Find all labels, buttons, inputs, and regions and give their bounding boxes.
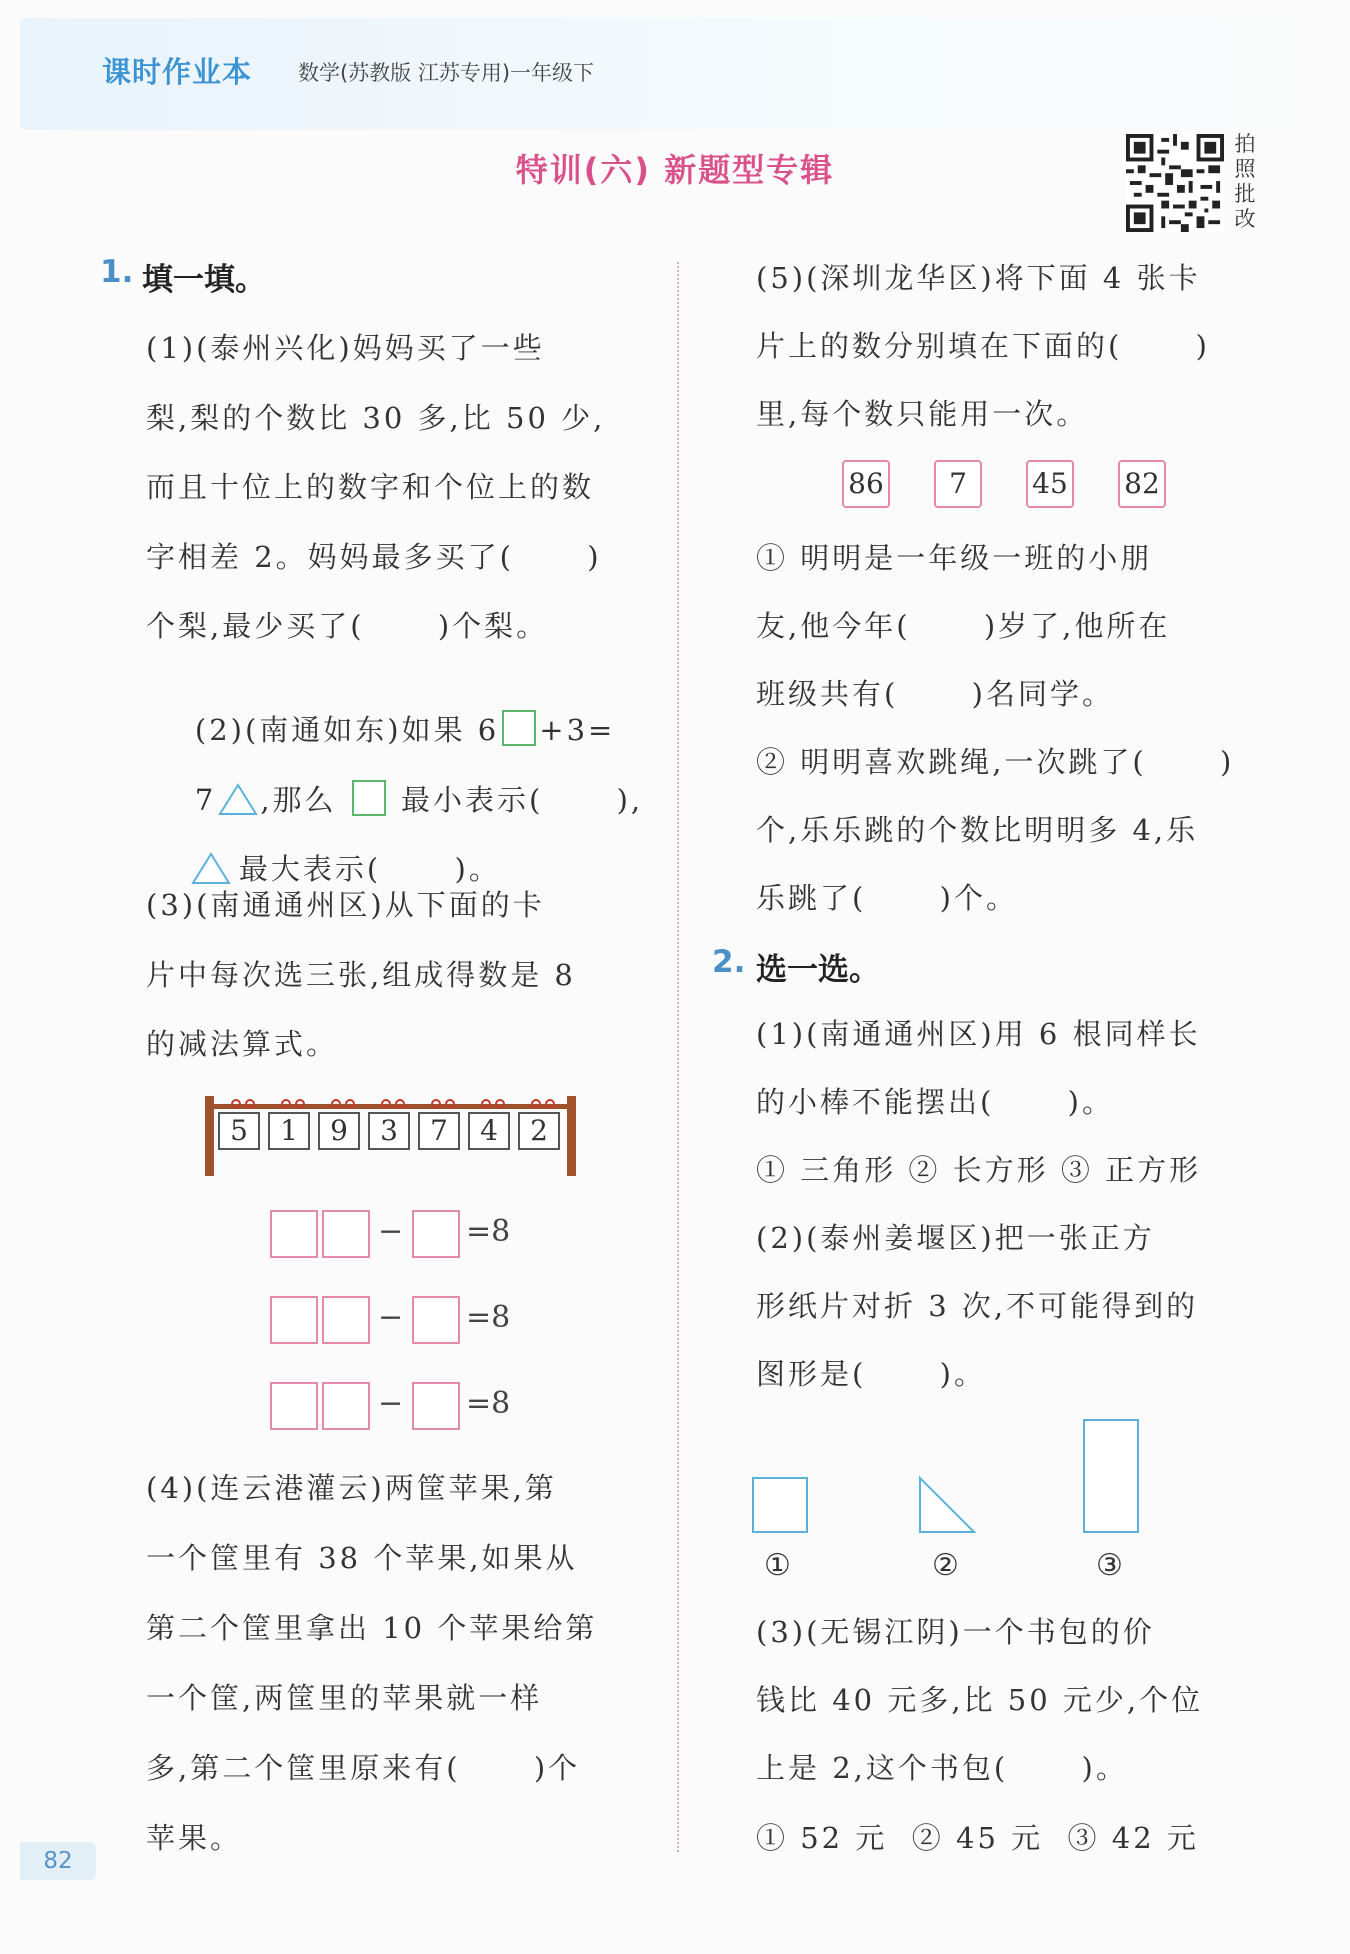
answer-box[interactable] (412, 1210, 460, 1258)
brand-title: 课时作业本 (102, 55, 253, 89)
answer-box[interactable] (270, 1296, 318, 1344)
triangle-blank-icon[interactable] (218, 782, 258, 816)
rack-card: 3 (368, 1112, 410, 1150)
rack-card: 7 (418, 1112, 460, 1150)
page-number: 82 (20, 1842, 96, 1880)
square-shape (753, 1478, 807, 1532)
book-title: 数学(苏教版 江苏专用)一年级下 (298, 61, 595, 85)
rack-card: 4 (468, 1112, 510, 1150)
qr-code-icon[interactable] (1126, 134, 1224, 232)
rectangle-shape (1084, 1420, 1138, 1532)
rack-card: 5 (218, 1112, 260, 1150)
green-square-blank[interactable] (502, 710, 536, 746)
number-card: 82 (1118, 460, 1166, 508)
triangle-shape (920, 1478, 974, 1532)
answer-box[interactable] (322, 1382, 370, 1430)
rack-card: 1 (268, 1112, 310, 1150)
triangle-blank-icon[interactable] (191, 851, 231, 885)
answer-box[interactable] (412, 1382, 460, 1430)
answer-box[interactable] (270, 1210, 318, 1258)
option-label: ① (764, 1548, 791, 1583)
number-card: 86 (842, 460, 890, 508)
number-card: 45 (1026, 460, 1074, 508)
column-divider (677, 262, 679, 1852)
question-title: 选一选。 (756, 952, 880, 988)
answer-box[interactable] (412, 1296, 460, 1344)
rack-card: 2 (518, 1112, 560, 1150)
answer-box[interactable] (322, 1296, 370, 1344)
number-card: 7 (934, 460, 982, 508)
section-title: 特训(六) 新题型专辑 (515, 151, 835, 189)
question-number: 2. (712, 944, 746, 980)
option-label: ② (932, 1548, 959, 1583)
answer-box[interactable] (322, 1210, 370, 1258)
rack-card: 9 (318, 1112, 360, 1150)
shape-options (750, 1416, 1150, 1536)
qr-label: 拍 照 批 改 (1234, 132, 1256, 231)
question-title: 填一填。 (142, 262, 266, 298)
option-label: ③ (1096, 1548, 1123, 1583)
question-number: 1. (100, 254, 134, 290)
answer-box[interactable] (270, 1382, 318, 1430)
green-square-blank[interactable] (352, 780, 386, 816)
